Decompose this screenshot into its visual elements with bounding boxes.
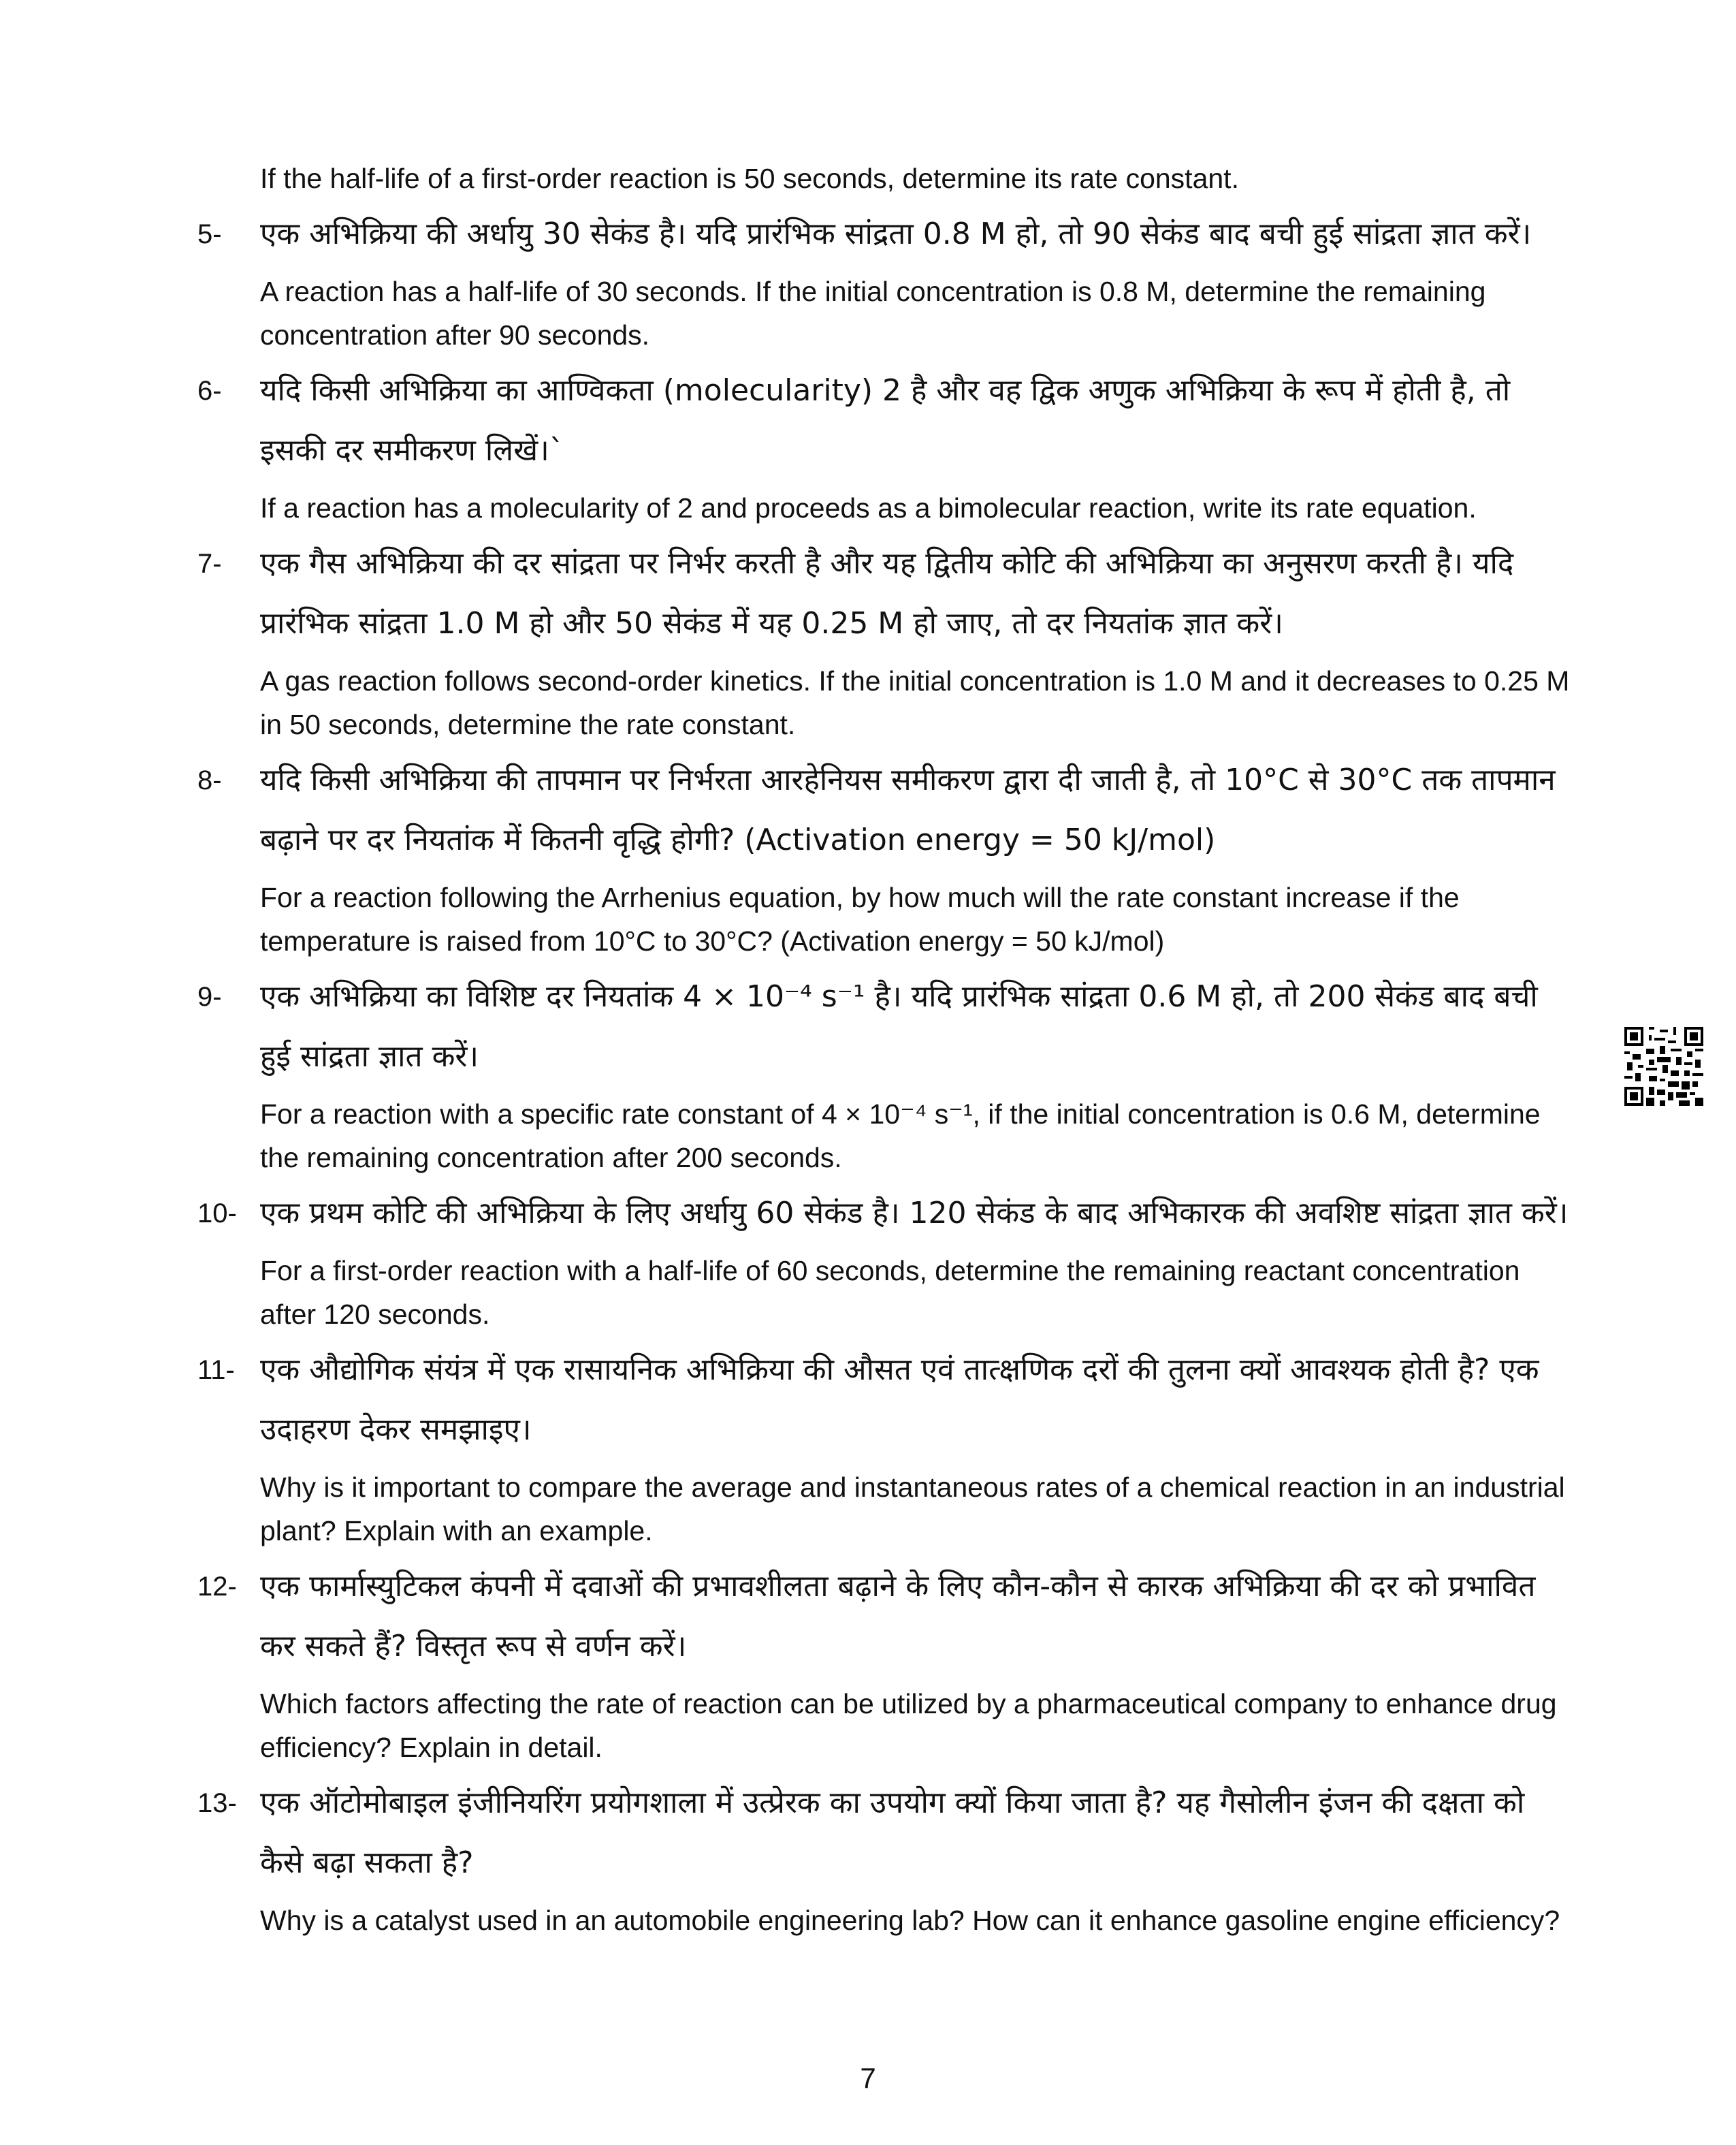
question-english: For a first-order reaction with a half-life of 60 seconds, determine the remaining reactant concentration after 120 seconds. <box>260 1255 1520 1330</box>
page-number: 7 <box>860 2062 876 2094</box>
question-number: 10- <box>197 1198 237 1228</box>
question-item <box>197 361 1573 530</box>
question-number: 12- <box>197 1572 237 1602</box>
question-hindi: एक प्रथम कोटि की अभिक्रिया के लिए अर्धायु 60 सेकंड है। 120 सेकंड के बाद अभिकारक की अवशिष्ट सांद्रता ज्ञात करें। <box>260 1196 1569 1230</box>
question-item <box>197 1183 1573 1336</box>
question-number: 7- <box>197 549 222 579</box>
question-hindi: यदि किसी अभिक्रिया की तापमान पर निर्भरता आरहेनियस समीकरण द्वारा दी जाती है, तो 10°C से 30°C तक तापमान बढ़ाने पर दर नियतांक में कितनी वृद्धि होगी? (Activation energy = 50 kJ/mol) <box>260 763 1556 857</box>
question-english: Which factors affecting the rate of reaction can be utilized by a pharmaceutical company to enhance drug efficiency? Explain in detail. <box>260 1688 1557 1763</box>
question-item <box>197 204 1573 357</box>
question-hindi: एक ऑटोमोबाइल इंजीनियरिंग प्रयोगशाला में उत्प्रेरक का उपयोग क्यों किया जाता है? यह गैसोलीन इंजन की दक्षता को कैसे बढ़ा सकता है? <box>260 1785 1525 1880</box>
question-item <box>197 750 1573 963</box>
question-item <box>197 1557 1573 1769</box>
question-item <box>197 967 1573 1179</box>
carryover-english-line: If the half-life of a first-order reaction is 50 seconds, determine its rate constant. <box>260 163 1239 194</box>
question-english: A reaction has a half-life of 30 seconds. If the initial concentration is 0.8 M, determine the remaining concentration after 90 seconds. <box>260 276 1486 351</box>
question-item <box>197 1773 1573 1942</box>
question-english: If a reaction has a molecularity of 2 and proceeds as a bimolecular reaction, write its rate equation. <box>260 492 1477 524</box>
question-number: 5- <box>197 219 222 249</box>
question-list <box>197 157 1573 1943</box>
question-hindi: एक फार्मास्युटिकल कंपनी में दवाओं की प्रभावशीलता बढ़ाने के लिए कौन-कौन से कारक अभिक्रिया की दर को प्रभावित कर सकते हैं? विस्तृत रूप से वर्णन करें। <box>260 1569 1536 1664</box>
question-hindi: एक अभिक्रिया की अर्धायु 30 सेकंड है। यदि प्रारंभिक सांद्रता 0.8 M हो, तो 90 सेकंड बाद बची हुई सांद्रता ज्ञात करें। <box>260 217 1532 251</box>
question-hindi: एक गैस अभिक्रिया की दर सांद्रता पर निर्भर करती है और यह द्वितीय कोटि की अभिक्रिया का अनुसरण करती है। यदि प्रारंभिक सांद्रता 1.0 M हो और 50 सेकंड में यह 0.25 M हो जाए, तो दर नियतांक ज्ञात करें। <box>260 546 1514 641</box>
question-english: A gas reaction follows second-order kinetics. If the initial concentration is 1.0 M and it decreases to 0.25 M in 50 seconds, determine the rate constant. <box>260 665 1570 740</box>
question-english: Why is it important to compare the average and instantaneous rates of a chemical reaction in an industrial plant? Explain with an example. <box>260 1472 1565 1546</box>
question-item <box>197 1340 1573 1553</box>
question-number: 13- <box>197 1788 237 1818</box>
question-hindi: एक औद्योगिक संयंत्र में एक रासायनिक अभिक्रिया की औसत एवं तात्क्षणिक दरों की तुलना क्यों आवश्यक होती है? एक उदाहरण देकर समझाइए। <box>260 1352 1539 1447</box>
question-english: Why is a catalyst used in an automobile engineering lab? How can it enhance gasoline engine efficiency? <box>260 1905 1560 1936</box>
question-number: 6- <box>197 376 222 406</box>
question-english: For a reaction following the Arrhenius equation, by how much will the rate constant increase if the temperature is raised from 10°C to 30°C? (Activation energy = 50 kJ/mol) <box>260 882 1460 957</box>
question-number: 9- <box>197 982 222 1012</box>
question-number: 8- <box>197 765 222 795</box>
question-english: For a reaction with a specific rate constant of 4 × 10⁻⁴ s⁻¹, if the initial concentration is 0.6 M, determine the remaining concentration after 200 seconds. <box>260 1098 1541 1173</box>
question-hindi: यदि किसी अभिक्रिया का आण्विकता (molecularity) 2 है और वह द्विक अणुक अभिक्रिया के रूप में होती है, तो इसकी दर समीकरण लिखें।` <box>260 373 1511 468</box>
question-item <box>197 534 1573 746</box>
question-number: 11- <box>197 1355 235 1385</box>
question-hindi: एक अभिक्रिया का विशिष्ट दर नियतांक 4 × 10⁻⁴ s⁻¹ है। यदि प्रारंभिक सांद्रता 0.6 M हो, तो 200 सेकंड बाद बची हुई सांद्रता ज्ञात करें। <box>260 979 1538 1074</box>
qr-code-icon[interactable] <box>1624 1027 1703 1106</box>
